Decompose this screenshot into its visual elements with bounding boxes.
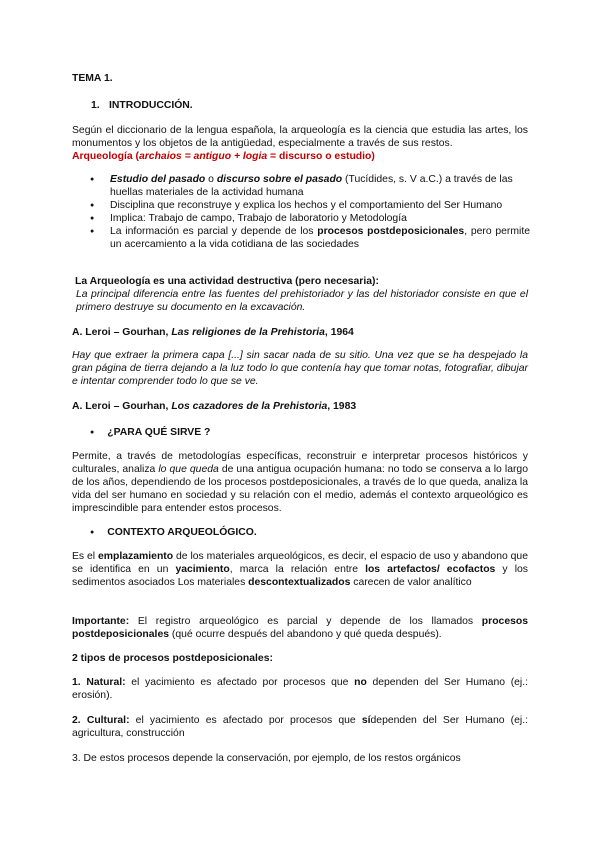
definition-paragraph — [72, 124, 528, 163]
bullet-text: (Tucídides, s. V a.C.) a través de las — [342, 174, 513, 185]
tema-heading: TEMA 1. — [72, 73, 113, 84]
list-item — [90, 173, 530, 199]
paragraph-text: de una antigua ocupación humana: no todo se conserva a lo largo de los años, dependiendo de los procesos postdeposicionales, a través de lo que queda, analiza la vida del ser humano en sociedad y su relación con el medio, además el contexto arqueológico es imprescindible para entender estos procesos. — [72, 464, 528, 514]
paragraph-text: de los materiales arqueológicos, es decir, el espacio de uso y abandono que se identifica en un — [72, 551, 528, 575]
section-number: 1. — [91, 100, 100, 111]
destructive-activity-heading: La Arqueología es una actividad destructiva (pero necesaria): — [75, 276, 379, 287]
bullet-text: , pero permite un acercamiento a la vida cotidiana de las sociedades — [110, 226, 531, 250]
leroi-gourhan-quote: Hay que extraer la primera capa [...] sin sacar nada de su sitio. Una vez que se ha despejado la gran página de tierra dejando a la luz todo lo que contenía hay que tomar notas, fotografiar, dibujar e intentar comprender todo lo que se ve. — [72, 350, 528, 387]
bullet-text: huellas materiales de la actividad humana — [110, 187, 304, 198]
paragraph-emphasis: no — [354, 677, 367, 688]
etymology-suffix: = discurso o estudio) — [267, 151, 375, 162]
paragraph-text: (qué ocurre después del abandono y qué queda después). — [169, 629, 442, 640]
bullet-emphasis: procesos postdeposicionales — [317, 226, 465, 237]
permite-paragraph — [72, 450, 528, 515]
importante-paragraph — [72, 615, 528, 641]
paragraph-emphasis: descontextualizados — [248, 577, 351, 588]
paragraph-emphasis: procesos postdeposicionales — [72, 616, 528, 640]
definition-bullet-list — [90, 173, 530, 251]
paragraph-text: El registro arqueológico es parcial y depende de los llamados — [129, 616, 482, 627]
citation-title: Las religiones de la Prehistoria — [171, 327, 325, 338]
list-item — [90, 225, 530, 251]
paragraph-emphasis: emplazamiento — [98, 551, 174, 562]
paragraph-text: y los sedimentos asociados Los materiales — [72, 564, 528, 588]
paragraph-text: carecen de valor analítico — [350, 577, 472, 588]
etymology-prefix: Arqueología ( — [72, 151, 139, 162]
list-item: ● Implica: Trabajo de campo, Trabajo de laboratorio y Metodología — [90, 212, 530, 225]
bullet-text: La información es parcial y depende de los — [110, 226, 318, 237]
citation-1983 — [72, 400, 528, 413]
etymology-line — [72, 151, 375, 162]
paragraph-emphasis: lo que queda — [158, 464, 219, 475]
section-title: INTRODUCCIÓN. — [109, 100, 193, 111]
bullet-text: o — [205, 174, 217, 185]
list-item: ● Disciplina que reconstruye y explica los hechos y el comportamiento del Ser Humano — [90, 199, 530, 212]
contexto-arqueologico-heading: ● CONTEXTO ARQUEOLÓGICO. — [90, 526, 530, 539]
para-que-sirve-heading: ● ¿PARA QUÉ SIRVE ? — [90, 426, 530, 439]
paragraph-emphasis: los artefactos/ ecofactos — [365, 564, 496, 575]
paragraph-text: el yacimiento es afectado por procesos que — [125, 677, 355, 688]
paragraph-text: dependen del Ser Humano (ej.: erosión). — [72, 677, 529, 701]
paragraph-emphasis: Importante: — [72, 616, 130, 627]
natural-process-paragraph — [72, 676, 528, 702]
paragraph-emphasis: yacimiento — [175, 564, 230, 575]
paragraph-text: Permite, a través de metodologías específicas, reconstruir e interpretar procesos históricos y culturales, analiza — [72, 451, 528, 475]
paragraph-text: dependen del Ser Humano (ej.: agricultura, construcción — [72, 715, 528, 739]
paragraph-text: Es el — [72, 551, 99, 562]
emplazamiento-paragraph — [72, 550, 528, 589]
cultural-process-paragraph — [72, 714, 528, 740]
bullet-emphasis: Estudio del pasado — [110, 174, 206, 185]
paragraph-text: el yacimiento es afectado por procesos que — [129, 715, 362, 726]
etymology-roots: archaios = antiguo + logia — [138, 151, 268, 162]
paragraph-text: , marca la relación entre — [229, 564, 366, 575]
paragraph-emphasis: 1. Natural: — [72, 677, 126, 688]
citation-year: , 1964 — [324, 327, 354, 338]
citation-year: , 1983 — [327, 401, 357, 412]
paragraph-emphasis: 2. Cultural: — [72, 715, 130, 726]
section-heading-introduccion — [91, 99, 547, 112]
destructive-activity-quote: La principal diferencia entre las fuentes del prehistoriador y las del historiador consiste en que el primero destruye su documento en la excavación. — [76, 289, 528, 313]
citation-author: A. Leroi – Gourhan, — [72, 327, 172, 338]
citation-author: A. Leroi – Gourhan, — [72, 401, 172, 412]
citation-1964 — [72, 326, 528, 339]
citation-title: Los cazadores de la Prehistoria — [171, 401, 328, 412]
definition-text: Según el diccionario de la lengua española, la arqueología es la ciencia que estudia las artes, los monumentos y los objetos de la antigüedad, especialmente a través de sus restos. — [72, 125, 528, 149]
bullet-emphasis: discurso sobre el pasado — [216, 174, 343, 185]
paragraph-emphasis: sí — [361, 715, 371, 726]
tipos-heading: 2 tipos de procesos postdeposicionales: — [72, 653, 273, 664]
conservation-paragraph: 3. De estos procesos depende la conservación, por ejemplo, de los restos orgánicos — [72, 753, 461, 764]
